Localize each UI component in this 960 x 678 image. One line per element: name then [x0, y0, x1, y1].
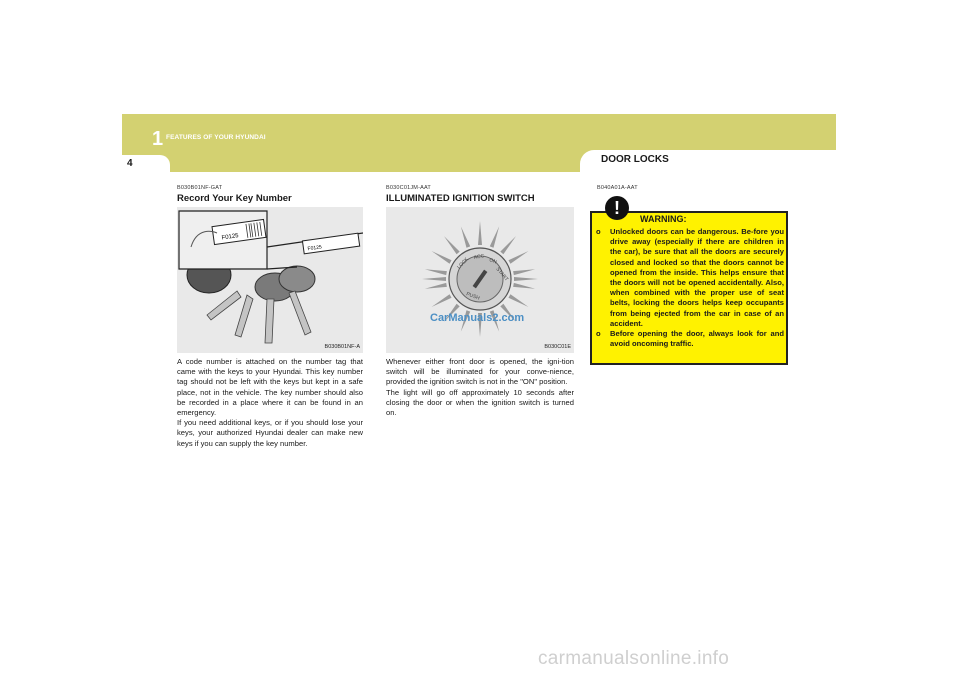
warning-icon: ! — [605, 196, 629, 220]
ignition-text — [386, 357, 574, 418]
chapter-title: FEATURES OF YOUR HYUNDAI — [166, 134, 266, 141]
switch-label-push: PUSH — [465, 291, 481, 302]
section-heading: Record Your Key Number — [177, 193, 292, 204]
warning-item-text: Unlocked doors can be dangerous. Be-fore you drive away (especially if there are children in the car), be sure that all the doors are securely closed and locked so that the doors cannot be opened from the inside. This helps ensure that the doors will not be opened accidentally. Also, when combined with the proper use of seat belts, locking the doors helps keep occupants from being ejected from the car in case of an accident. — [610, 227, 784, 328]
warning-item — [594, 329, 784, 349]
figure-code: B030B01NF-A — [324, 344, 360, 350]
paragraph: If you need additional keys, or if you should lose your keys, your authorized Hyundai dealer can make new keys if you can supply the key number. — [177, 418, 363, 448]
warning-item — [594, 227, 784, 329]
keys-illustration — [177, 207, 363, 353]
ignition-switch-illustration — [386, 207, 574, 353]
ignition-figure — [386, 207, 574, 353]
watermark-link[interactable]: CarManuals2.com — [430, 312, 525, 324]
warning-item-text: Before opening the door, always look for and avoid oncoming traffic. — [610, 329, 784, 349]
warning-title: WARNING: — [640, 214, 687, 224]
chapter-number: 1 — [152, 128, 164, 150]
section-code: B030B01NF-GAT — [177, 185, 223, 191]
page-number: 4 — [127, 158, 133, 169]
section-code: B030C01JM-AAT — [386, 185, 431, 191]
warning-list — [594, 227, 784, 349]
section-code: B040A01A-AAT — [597, 185, 638, 191]
switch-label-on: ON — [488, 257, 498, 266]
section-heading: ILLUMINATED IGNITION SWITCH — [386, 193, 535, 204]
section-title: DOOR LOCKS — [601, 154, 669, 165]
figure-code: B030C01E — [544, 344, 571, 350]
bullet: o — [596, 227, 601, 236]
bullet: o — [596, 329, 601, 339]
switch-label-lock: LOCK — [456, 256, 471, 271]
paragraph: A code number is attached on the number tag that came with the keys to your Hyundai. This key number tag should not be left with the keys but kept in a safe place, not in the vehicle. The key number should also be recorded in a place where it can be found in an emergency. — [177, 357, 363, 418]
key-figure — [177, 207, 363, 353]
site-watermark: carmanualsonline.info — [538, 648, 730, 669]
switch-label-acc: ACC — [473, 253, 485, 261]
key-tag-number: F0125 — [221, 233, 239, 242]
key-number-text — [177, 357, 363, 449]
switch-label-start: START — [494, 266, 510, 283]
paragraph: Whenever either front door is opened, the igni-tion switch will be illuminated for your conve-nience, provided the ignition switch is not in the "ON" position. — [386, 357, 574, 387]
paragraph: The light will go off approximately 10 seconds after closing the door or when the ignition switch is turned on. — [386, 387, 574, 418]
key-tag-number-small: F0125 — [307, 244, 323, 253]
